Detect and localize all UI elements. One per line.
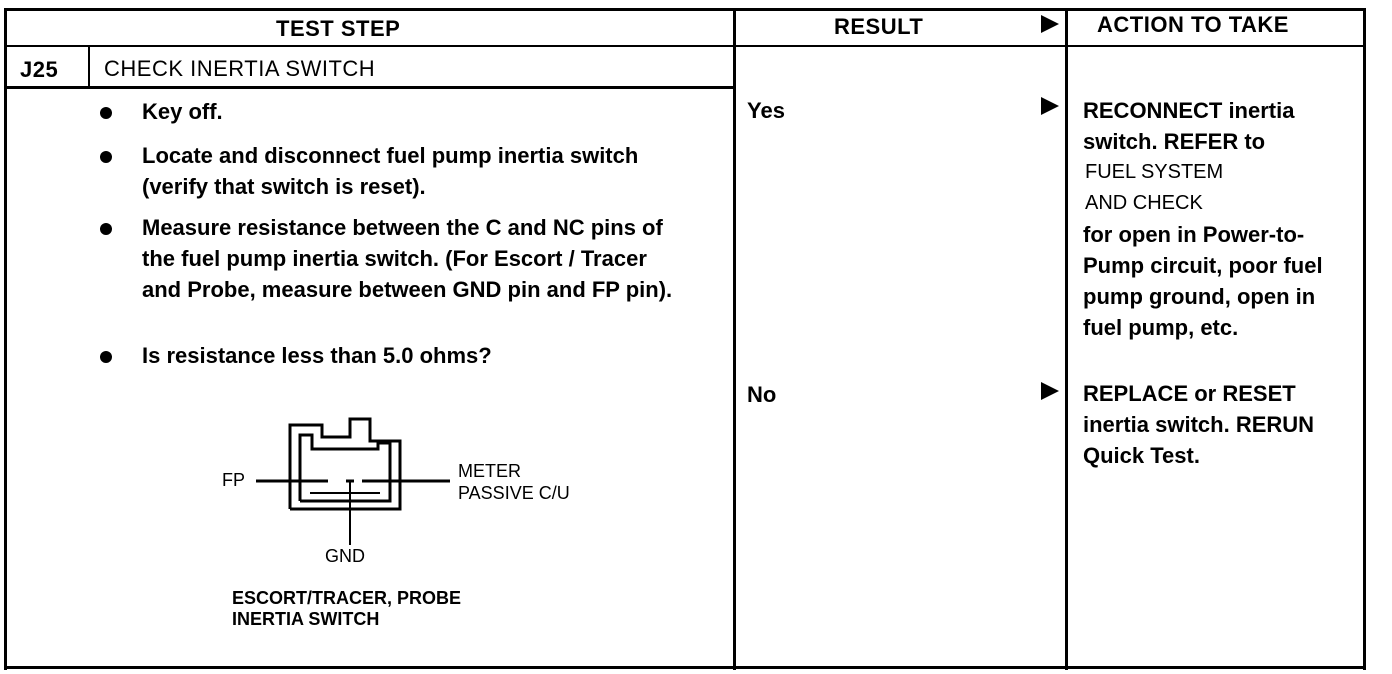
col-divider-1 [733, 8, 736, 670]
step-title: CHECK INERTIA SWITCH [104, 56, 376, 81]
result-no: No [747, 382, 777, 407]
bullet-icon [100, 107, 112, 119]
bullet-icon [100, 351, 112, 363]
action-yes [1083, 95, 1363, 343]
bullet-icon [100, 151, 112, 163]
step-id-divider [88, 47, 90, 87]
header-action: ACTION TO TAKE [1097, 12, 1289, 37]
diagram-label-gnd: GND [325, 546, 365, 566]
action-no: REPLACE or RESET inertia switch. RERUN Quick Test. [1083, 381, 1315, 468]
header-divider [4, 45, 1366, 47]
diagram-caption-line-2: INERTIA SWITCH [232, 609, 380, 629]
table-left-border [4, 8, 7, 670]
header-test-step: TEST STEP [276, 16, 401, 41]
action-yes-and-check: AND CHECK [1085, 192, 1203, 214]
diagram-caption [232, 588, 461, 630]
diagram-label-meter: METER [458, 461, 521, 481]
action-yes-line-2: for open in Power-to-Pump circuit, poor fuel pump ground, open in fuel pump, etc. [1083, 222, 1323, 340]
header-result: RESULT [834, 14, 924, 39]
result-yes-arrow-icon [1041, 97, 1059, 115]
result-yes: Yes [747, 98, 785, 123]
diagram-label-fp: FP [222, 470, 246, 490]
col-divider-2 [1065, 8, 1068, 670]
bullet-icon [100, 223, 112, 235]
table-right-border [1363, 8, 1366, 670]
step-id: J25 [20, 57, 59, 82]
result-no-arrow-icon [1041, 382, 1059, 400]
diagram-label-passive: PASSIVE C/U [458, 483, 570, 503]
bullet-key-off: Key off. [142, 99, 223, 124]
action-yes-fuel-system: FUEL SYSTEM [1085, 161, 1224, 183]
inertia-switch-diagram [250, 415, 450, 550]
table-top-border [4, 8, 1366, 11]
diagram-caption-line-1: ESCORT/TRACER, PROBE [232, 588, 462, 608]
bullet-locate-switch: Locate and disconnect fuel pump inertia switch (verify that switch is reset). [142, 143, 639, 199]
table-bottom-border [4, 666, 1366, 669]
bullet-measure-resistance: Measure resistance between the C and NC pins of the fuel pump inertia switch. (For Escort / Tracer and Probe, measure between GND pin and FP pin). [142, 215, 673, 302]
step-title-divider [4, 86, 735, 89]
header-arrow-icon [1041, 15, 1059, 33]
bullet-resistance-question: Is resistance less than 5.0 ohms? [142, 343, 492, 368]
action-yes-line-1: RECONNECT inertia switch. REFER to [1083, 98, 1295, 154]
